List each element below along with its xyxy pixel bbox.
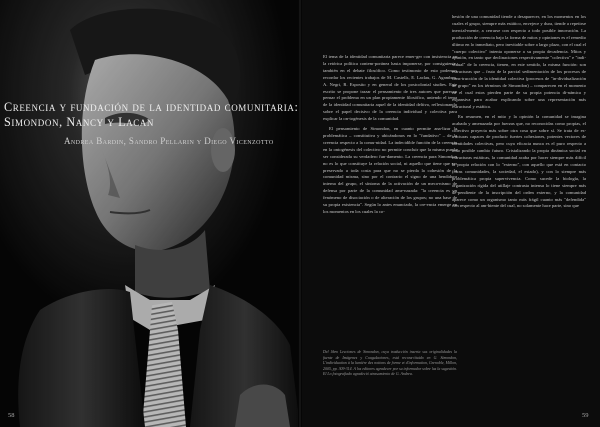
article-authors: Andrea Bardin, Sandro Pellarin y Diego Vicenzotto [64,136,274,146]
paragraph: El pensamiento de Simondon, en cuanto permite ana-lizar la problemática – constitutiva y ubicándonos en lo "fundativo" – de la creencia respecto a la comu-nidad. La indecidible función de la creencia en la ontogénesis del colectivo no permite concluir que la misma pueda ser considerada su verdadero fun-damento. La creencia para Simondon no es lo que constituye la relación social, ni aquello que tiene que ser preservado a toda costa para que no se pierda la cohesión de la comunidad misma, sino por el contrario el signo de una hendidura interna del grupo, el síntoma de la activación de un meca-nismo de defensa por parte de la comunidad ame-nazada: "la creencia es un fenómeno de disociación o de alteración de los grupos; no una base de su propia existencia". Según lo antes enunciado, la cre-encia emerge en los momentos en los cuales la co- [323,126,457,214]
paragraph: En resumen, en el mito y la opinión la comunidad se imagina acabada y amenazada por fuerzas que, no reconocidas como propias, el colectivo proyecta más sobre otra cosa que sobre sí. Se trata de es-tructuras capaces de producir fuertes cohesiones, potentes vectores de identidades colectivas, pero cuya eficacia nunca es el puro respecto a todo posible cambio futuro. Cristalizando la propia dinámica social en estructuras estáticas, la comunidad acaba por hacer siempre más difícil la propia relación con lo "externo", con aquello que está en contacto (otras comunidades, la sociedad, el estado), y con lo siempre más problemática propia supervivencia. Como sucede la biología, la organización rígida del utillaje contrasta intensa lo tiene siempre más de-pendiente de la inscripción del orden externo, y la comunidad aparece como un organismo tanto más frágil cuanto más "defendida" con respecto al am-biente del cual, no solamente hace parte, sino que [452,113,586,209]
text-column-left [323,54,457,219]
paragraph: hesión de una comunidad tiende a desaparecer, en los momentos en los cuales el grupo, siempre más estático, envejece y dura, tiende a repetirse inercial-mente, a cerrarse con respecto a todo posible innovación. La producción de creencia bajo la forma de mitos y opiniones es el remedio último en lo inmediato, pero inevitable sobre a largo plazo, con el cual el "cuerpo colectivo" intenta oponerse a su propia decadencia. Mitos y opinión, en tanto que declinaciones respectivamente "colectiva" e "indi-vidual" de la creencia, tienen, en este sentido, la misma función: son estructuras que – fruto de la parcial sedimentación de los procesos de cons-trucción de la identidad colectiva (procesos de "in-dividualización de grupo" en los términos de Simondon) – comparecen en el momento en el cual estos pierden parte de su propia potencia di-námica y expansiva para acabar explicando sobre una representación más estructural y estática. [452,14,586,109]
page-number-left: 58 [8,412,15,419]
article-title-line-1: Creencia y fundación de la identidad comunitaria: [4,100,299,114]
paragraph: El tema de la identidad comunitaria parece emer-ger con insistencia en la retórica política contem-poránea hasta imponerse, por consiguiente, también en el debate filosófico. Como testimonio de esto podemos recordar los recientes trabajos de M. Castells, E. Laclau, G. Agamben, A. Negri, R. Esposito y en general de los postcolonial studies. Este escrito se propone trazar el pensamiento de tres autores que parecen pensar el problema en un plan propiamente filosófico, uniendo el tema de la identidad comunitaria aquel de la identidad deltiva, reflexionando sobre el papel decisivo de la creencia individual y colectiva para explicar la on-togénesis de la comunidad. [323,54,457,122]
text-column-right [452,14,586,213]
page-number-right: 59 [582,412,589,419]
article-title-block [4,100,314,146]
page-gutter [298,0,302,427]
article-title-line-2: Simondon, Nancy y Lacan [4,115,155,129]
footnote: Del libro Lecciones de Simondon, cuya traducción inserta sus originalidades la fuente de Imágenes y Coagulaciones, está recons-tituido en G. Simondon, L'individuation à la lumière des notions de forme et d'information, Grenoble, Millon, 2005, pp. 309-314. A los editores agradecer por su informador sobre las la sugestión. El Lo fotografiado agradeció atrasamiento de G. Andrea. [323,350,457,377]
